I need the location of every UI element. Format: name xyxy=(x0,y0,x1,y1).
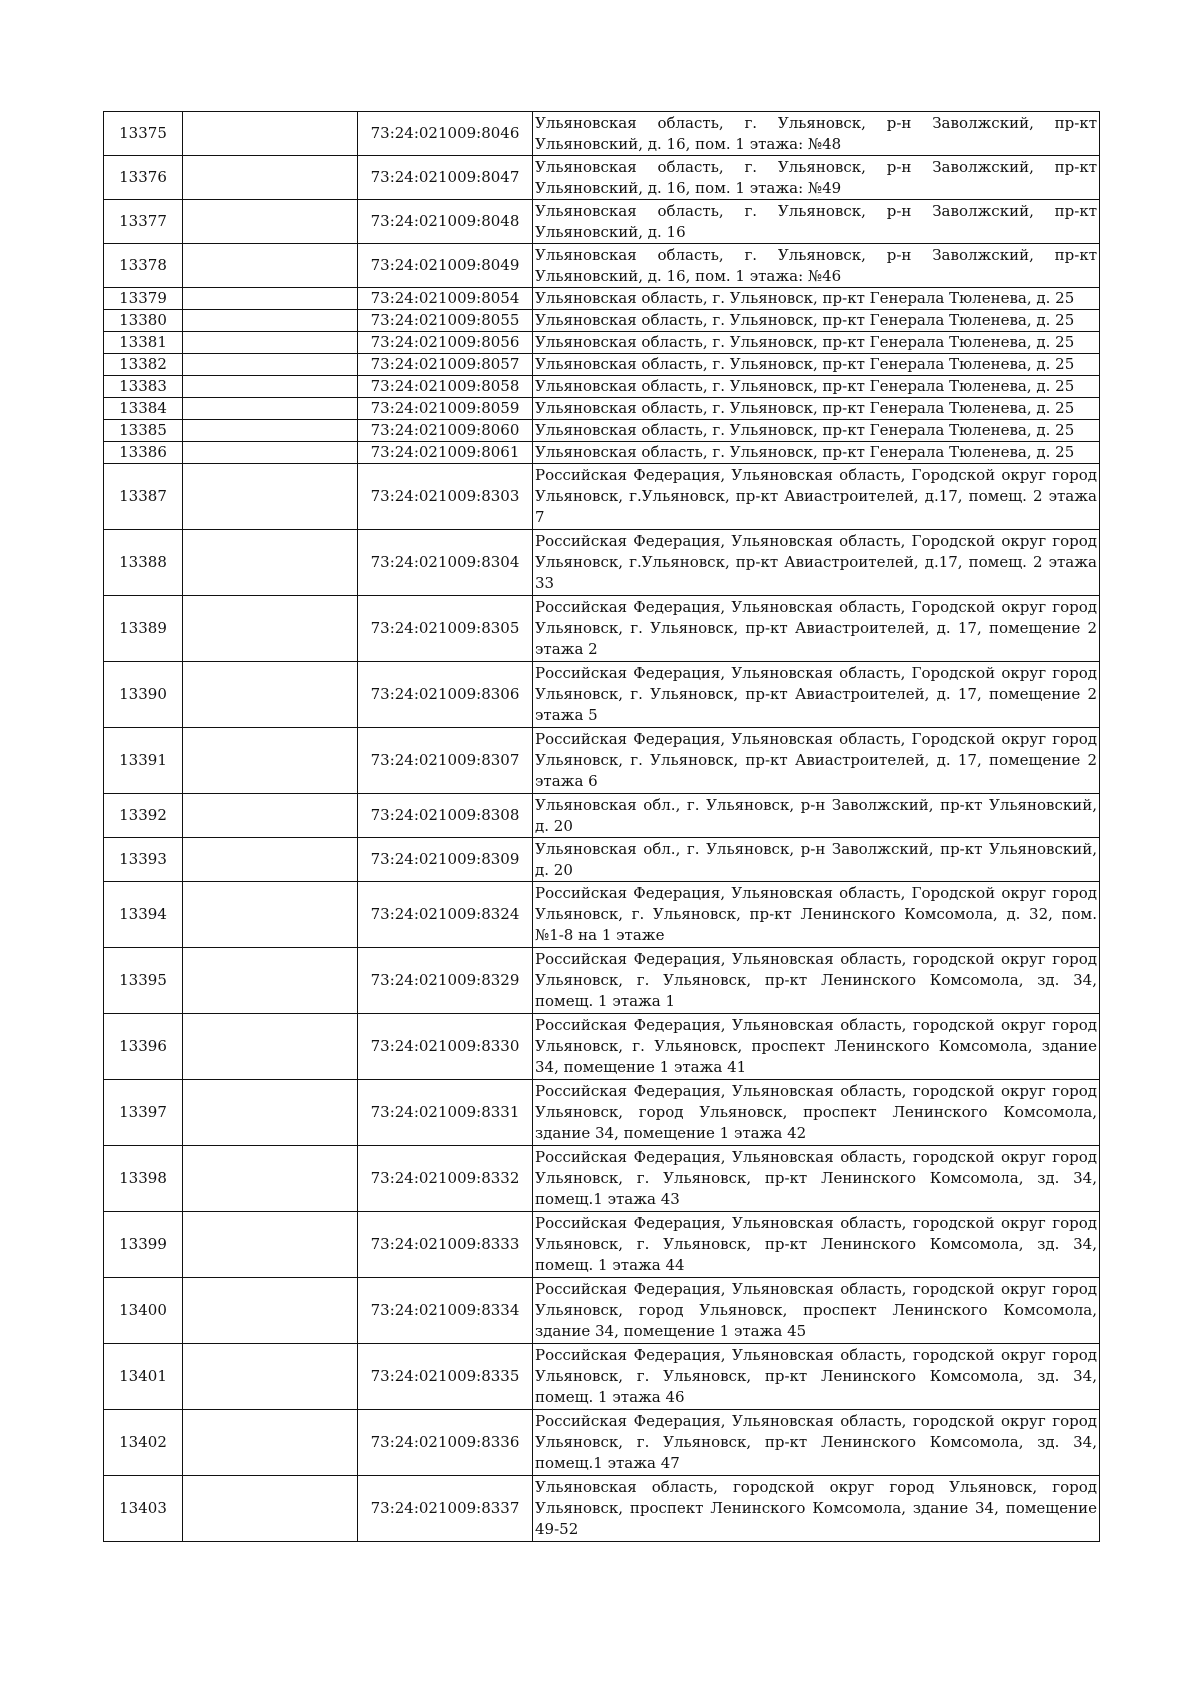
address-cell: Российская Федерация, Ульяновская область, городской округ город Ульяновск, г. Ульяновск, пр-кт Ленинского Комсомола, зд. 34, помещ.1 этажа 47 xyxy=(533,1410,1100,1476)
owner-cell xyxy=(183,948,358,1014)
row-number-cell: 13391 xyxy=(104,728,183,794)
row-number-cell: 13396 xyxy=(104,1014,183,1080)
row-number-cell: 13398 xyxy=(104,1146,183,1212)
address-cell: Российская Федерация, Ульяновская область, Городской округ город Ульяновск, г.Ульяновск, пр-кт Авиастроителей, д.17, помещ. 2 этажа 33 xyxy=(533,530,1100,596)
row-number-cell: 13375 xyxy=(104,112,183,156)
address-cell: Российская Федерация, Ульяновская область, городской округ город Ульяновск, г. Ульяновск, пр-кт Ленинского Комсомола, зд. 34, помещ. 1 этажа 44 xyxy=(533,1212,1100,1278)
table-row xyxy=(104,398,1100,420)
cadastral-number-cell: 73:24:021009:8335 xyxy=(358,1344,533,1410)
owner-cell xyxy=(183,596,358,662)
address-cell: Ульяновская область, г. Ульяновск, р-н Заволжский, пр-кт Ульяновский, д. 16, пом. 1 этажа: №49 xyxy=(533,156,1100,200)
row-number-cell: 13378 xyxy=(104,244,183,288)
cadastral-number-cell: 73:24:021009:8059 xyxy=(358,398,533,420)
table-row xyxy=(104,332,1100,354)
cadastral-number-cell: 73:24:021009:8054 xyxy=(358,288,533,310)
owner-cell xyxy=(183,354,358,376)
owner-cell xyxy=(183,464,358,530)
row-number-cell: 13400 xyxy=(104,1278,183,1344)
address-cell: Российская Федерация, Ульяновская область, городской округ город Ульяновск, г. Ульяновск, проспект Ленинского Комсомола, здание 34, помещение 1 этажа 41 xyxy=(533,1014,1100,1080)
owner-cell xyxy=(183,1080,358,1146)
owner-cell xyxy=(183,398,358,420)
address-cell: Российская Федерация, Ульяновская область, Городской округ город Ульяновск, г. Ульяновск, пр-кт Авиастроителей, д. 17, помещение 2 этажа 6 xyxy=(533,728,1100,794)
row-number-cell: 13393 xyxy=(104,838,183,882)
table-row xyxy=(104,1278,1100,1344)
table-row xyxy=(104,464,1100,530)
address-cell: Ульяновская область, г. Ульяновск, р-н Заволжский, пр-кт Ульяновский, д. 16 xyxy=(533,200,1100,244)
address-cell: Ульяновская область, г. Ульяновск, пр-кт Генерала Тюленева, д. 25 xyxy=(533,376,1100,398)
cadastral-number-cell: 73:24:021009:8330 xyxy=(358,1014,533,1080)
row-number-cell: 13388 xyxy=(104,530,183,596)
owner-cell xyxy=(183,156,358,200)
table-row xyxy=(104,310,1100,332)
cadastral-number-cell: 73:24:021009:8308 xyxy=(358,794,533,838)
cadastral-number-cell: 73:24:021009:8329 xyxy=(358,948,533,1014)
address-cell: Ульяновская обл., г. Ульяновск, р-н Заволжский, пр-кт Ульяновский, д. 20 xyxy=(533,794,1100,838)
owner-cell xyxy=(183,1476,358,1542)
owner-cell xyxy=(183,794,358,838)
cadastral-number-cell: 73:24:021009:8309 xyxy=(358,838,533,882)
table-row xyxy=(104,420,1100,442)
cadastral-number-cell: 73:24:021009:8057 xyxy=(358,354,533,376)
address-cell: Российская Федерация, Ульяновская область, Городской округ город Ульяновск, г. Ульяновск, пр-кт Авиастроителей, д. 17, помещение 2 этажа 5 xyxy=(533,662,1100,728)
table-row xyxy=(104,794,1100,838)
cadastral-number-cell: 73:24:021009:8303 xyxy=(358,464,533,530)
cadastral-number-cell: 73:24:021009:8332 xyxy=(358,1146,533,1212)
row-number-cell: 13397 xyxy=(104,1080,183,1146)
owner-cell xyxy=(183,1410,358,1476)
address-cell: Ульяновская область, г. Ульяновск, пр-кт Генерала Тюленева, д. 25 xyxy=(533,442,1100,464)
row-number-cell: 13376 xyxy=(104,156,183,200)
row-number-cell: 13399 xyxy=(104,1212,183,1278)
table-row xyxy=(104,882,1100,948)
address-cell: Ульяновская область, г. Ульяновск, р-н Заволжский, пр-кт Ульяновский, д. 16, пом. 1 этажа: №48 xyxy=(533,112,1100,156)
owner-cell xyxy=(183,1278,358,1344)
cadastral-number-cell: 73:24:021009:8307 xyxy=(358,728,533,794)
row-number-cell: 13379 xyxy=(104,288,183,310)
address-cell: Российская Федерация, Ульяновская область, городской округ город Ульяновск, город Ульяновск, проспект Ленинского Комсомола, здание 34, помещение 1 этажа 45 xyxy=(533,1278,1100,1344)
cadastral-number-cell: 73:24:021009:8056 xyxy=(358,332,533,354)
table-row xyxy=(104,156,1100,200)
address-cell: Российская Федерация, Ульяновская область, городской округ город Ульяновск, город Ульяновск, проспект Ленинского Комсомола, здание 34, помещение 1 этажа 42 xyxy=(533,1080,1100,1146)
row-number-cell: 13387 xyxy=(104,464,183,530)
table-row xyxy=(104,1014,1100,1080)
cadastral-number-cell: 73:24:021009:8047 xyxy=(358,156,533,200)
row-number-cell: 13384 xyxy=(104,398,183,420)
owner-cell xyxy=(183,288,358,310)
row-number-cell: 13382 xyxy=(104,354,183,376)
cadastral-number-cell: 73:24:021009:8334 xyxy=(358,1278,533,1344)
cadastral-number-cell: 73:24:021009:8336 xyxy=(358,1410,533,1476)
row-number-cell: 13392 xyxy=(104,794,183,838)
row-number-cell: 13401 xyxy=(104,1344,183,1410)
row-number-cell: 13381 xyxy=(104,332,183,354)
owner-cell xyxy=(183,1146,358,1212)
address-cell: Российская Федерация, Ульяновская область, Городской округ город Ульяновск, г.Ульяновск, пр-кт Авиастроителей, д.17, помещ. 2 этажа 7 xyxy=(533,464,1100,530)
address-cell: Российская Федерация, Ульяновская область, Городской округ город Ульяновск, г. Ульяновск, пр-кт Ленинского Комсомола, д. 32, пом. №1-8 на 1 этаже xyxy=(533,882,1100,948)
table-row xyxy=(104,244,1100,288)
registry-table xyxy=(103,111,1100,1542)
table-row xyxy=(104,288,1100,310)
cadastral-number-cell: 73:24:021009:8058 xyxy=(358,376,533,398)
cadastral-number-cell: 73:24:021009:8304 xyxy=(358,530,533,596)
address-cell: Ульяновская область, г. Ульяновск, пр-кт Генерала Тюленева, д. 25 xyxy=(533,398,1100,420)
table-row xyxy=(104,1410,1100,1476)
address-cell: Ульяновская область, г. Ульяновск, пр-кт Генерала Тюленева, д. 25 xyxy=(533,354,1100,376)
address-cell: Ульяновская область, г. Ульяновск, р-н Заволжский, пр-кт Ульяновский, д. 16, пом. 1 этажа: №46 xyxy=(533,244,1100,288)
table-row xyxy=(104,112,1100,156)
cadastral-number-cell: 73:24:021009:8306 xyxy=(358,662,533,728)
owner-cell xyxy=(183,244,358,288)
table-row xyxy=(104,838,1100,882)
address-cell: Ульяновская область, г. Ульяновск, пр-кт Генерала Тюленева, д. 25 xyxy=(533,332,1100,354)
table-row xyxy=(104,200,1100,244)
address-cell: Ульяновская область, г. Ульяновск, пр-кт Генерала Тюленева, д. 25 xyxy=(533,310,1100,332)
owner-cell xyxy=(183,112,358,156)
owner-cell xyxy=(183,332,358,354)
table-row xyxy=(104,530,1100,596)
owner-cell xyxy=(183,420,358,442)
table-row xyxy=(104,1476,1100,1542)
table-row xyxy=(104,1344,1100,1410)
owner-cell xyxy=(183,1212,358,1278)
cadastral-number-cell: 73:24:021009:8324 xyxy=(358,882,533,948)
table-row xyxy=(104,1212,1100,1278)
owner-cell xyxy=(183,1344,358,1410)
row-number-cell: 13402 xyxy=(104,1410,183,1476)
owner-cell xyxy=(183,882,358,948)
owner-cell xyxy=(183,310,358,332)
table-row xyxy=(104,948,1100,1014)
owner-cell xyxy=(183,728,358,794)
row-number-cell: 13394 xyxy=(104,882,183,948)
address-cell: Ульяновская область, г. Ульяновск, пр-кт Генерала Тюленева, д. 25 xyxy=(533,288,1100,310)
cadastral-number-cell: 73:24:021009:8061 xyxy=(358,442,533,464)
address-cell: Ульяновская область, городской округ город Ульяновск, город Ульяновск, проспект Ленинского Комсомола, здание 34, помещение 49-52 xyxy=(533,1476,1100,1542)
cadastral-number-cell: 73:24:021009:8333 xyxy=(358,1212,533,1278)
row-number-cell: 13383 xyxy=(104,376,183,398)
cadastral-number-cell: 73:24:021009:8046 xyxy=(358,112,533,156)
row-number-cell: 13380 xyxy=(104,310,183,332)
cadastral-number-cell: 73:24:021009:8305 xyxy=(358,596,533,662)
owner-cell xyxy=(183,530,358,596)
row-number-cell: 13389 xyxy=(104,596,183,662)
owner-cell xyxy=(183,838,358,882)
cadastral-number-cell: 73:24:021009:8055 xyxy=(358,310,533,332)
owner-cell xyxy=(183,662,358,728)
row-number-cell: 13377 xyxy=(104,200,183,244)
table-row xyxy=(104,354,1100,376)
table-row xyxy=(104,728,1100,794)
table-row xyxy=(104,442,1100,464)
row-number-cell: 13386 xyxy=(104,442,183,464)
owner-cell xyxy=(183,442,358,464)
address-cell: Российская Федерация, Ульяновская область, городской округ город Ульяновск, г. Ульяновск, пр-кт Ленинского Комсомола, зд. 34, помещ. 1 этажа 46 xyxy=(533,1344,1100,1410)
owner-cell xyxy=(183,1014,358,1080)
row-number-cell: 13395 xyxy=(104,948,183,1014)
owner-cell xyxy=(183,376,358,398)
cadastral-number-cell: 73:24:021009:8337 xyxy=(358,1476,533,1542)
address-cell: Российская Федерация, Ульяновская область, городской округ город Ульяновск, г. Ульяновск, пр-кт Ленинского Комсомола, зд. 34, помещ.1 этажа 43 xyxy=(533,1146,1100,1212)
table-row xyxy=(104,1080,1100,1146)
registry-table-body xyxy=(104,112,1100,1542)
row-number-cell: 13385 xyxy=(104,420,183,442)
owner-cell xyxy=(183,200,358,244)
table-row xyxy=(104,376,1100,398)
address-cell: Ульяновская обл., г. Ульяновск, р-н Заволжский, пр-кт Ульяновский, д. 20 xyxy=(533,838,1100,882)
table-row xyxy=(104,596,1100,662)
cadastral-number-cell: 73:24:021009:8049 xyxy=(358,244,533,288)
cadastral-number-cell: 73:24:021009:8060 xyxy=(358,420,533,442)
address-cell: Российская Федерация, Ульяновская область, Городской округ город Ульяновск, г. Ульяновск, пр-кт Авиастроителей, д. 17, помещение 2 этажа 2 xyxy=(533,596,1100,662)
table-row xyxy=(104,662,1100,728)
row-number-cell: 13390 xyxy=(104,662,183,728)
row-number-cell: 13403 xyxy=(104,1476,183,1542)
cadastral-number-cell: 73:24:021009:8331 xyxy=(358,1080,533,1146)
table-row xyxy=(104,1146,1100,1212)
address-cell: Ульяновская область, г. Ульяновск, пр-кт Генерала Тюленева, д. 25 xyxy=(533,420,1100,442)
address-cell: Российская Федерация, Ульяновская область, городской округ город Ульяновск, г. Ульяновск, пр-кт Ленинского Комсомола, зд. 34, помещ. 1 этажа 1 xyxy=(533,948,1100,1014)
cadastral-number-cell: 73:24:021009:8048 xyxy=(358,200,533,244)
